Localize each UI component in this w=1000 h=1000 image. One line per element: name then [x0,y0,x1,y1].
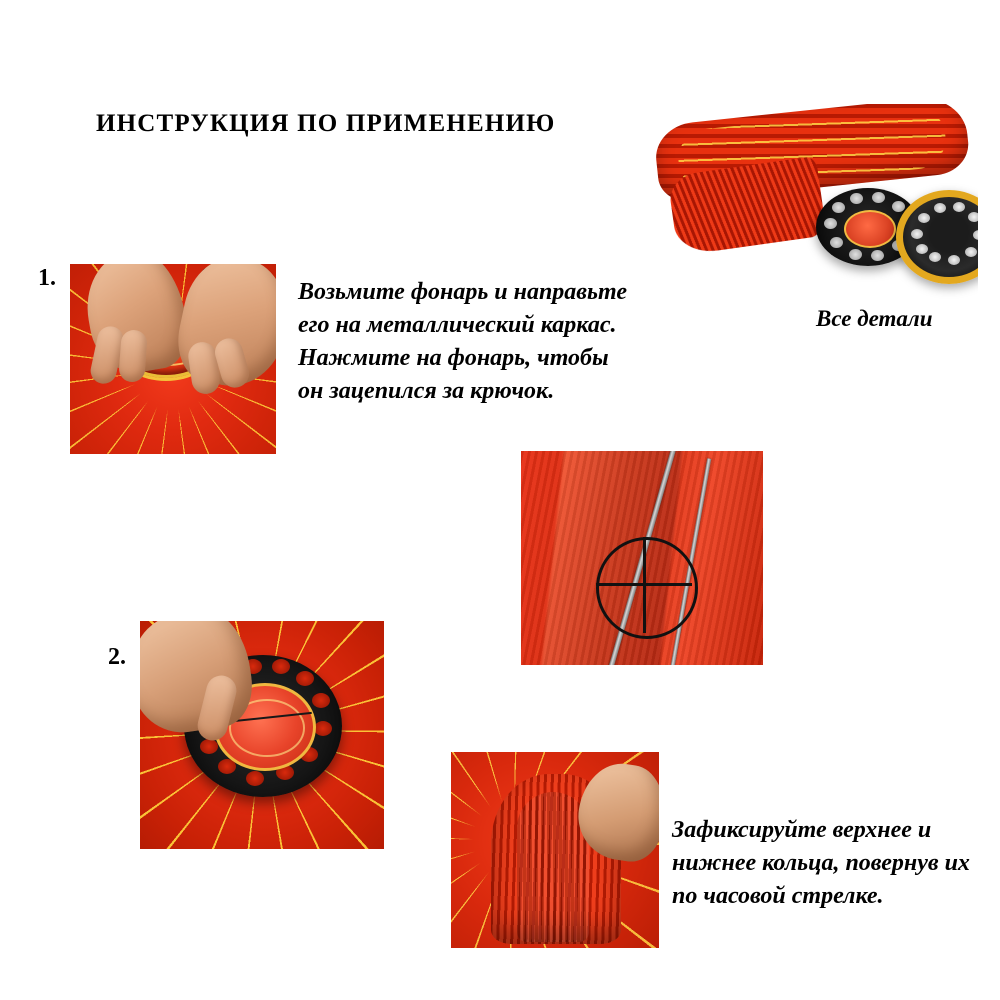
photo-all-parts [648,104,978,304]
finger [118,329,148,383]
frame-hole [824,218,837,229]
frame-hole [871,250,884,261]
hub-hole [200,739,218,754]
frame-hole [850,193,863,204]
ring-hole [953,202,965,212]
hub-hole [314,721,332,736]
hub-hole [272,659,290,674]
ring-hole [965,247,977,257]
frame-hole [830,237,843,248]
frame-hole [872,192,885,203]
ring-hole [929,252,941,262]
photo-hook-closeup [521,451,763,665]
hub-hole [312,693,330,708]
annotation-circle [596,537,698,639]
page-title: ИНСТРУКЦИЯ ПО ПРИМЕНЕНИЮ [96,110,556,137]
frame-hole [892,201,905,212]
frame-core [844,210,896,248]
photo-folded-lantern-in-hand [451,752,659,948]
step-1-number: 1. [38,265,56,291]
ring-hole [968,212,978,222]
ring-hole [911,229,923,239]
ring-hole [918,213,930,223]
frame-hole [832,202,845,213]
annotation-cross-vertical [643,537,646,633]
step-2-text: Зафиксируйте верхнее и нижнее кольца, повернув их по часовой стрелке. [672,817,970,909]
hub-hole [296,671,314,686]
ring-hole [934,203,946,213]
step-2-number: 2. [108,644,126,670]
frame-hole [849,249,862,260]
ring-hole [916,244,928,254]
photo-step-1-hands-on-lantern [70,264,276,454]
caption-all-parts: Все детали [816,306,933,331]
ring-hole [948,255,960,265]
hub-hole [246,771,264,786]
photo-step-2-black-hub-ring [140,621,384,849]
step-1-text: Возьмите фонарь и направьте его на металлический каркас. Нажмите на фонарь, чтобы он зацепился за крючок. [298,279,628,404]
ring-hole [973,230,978,240]
